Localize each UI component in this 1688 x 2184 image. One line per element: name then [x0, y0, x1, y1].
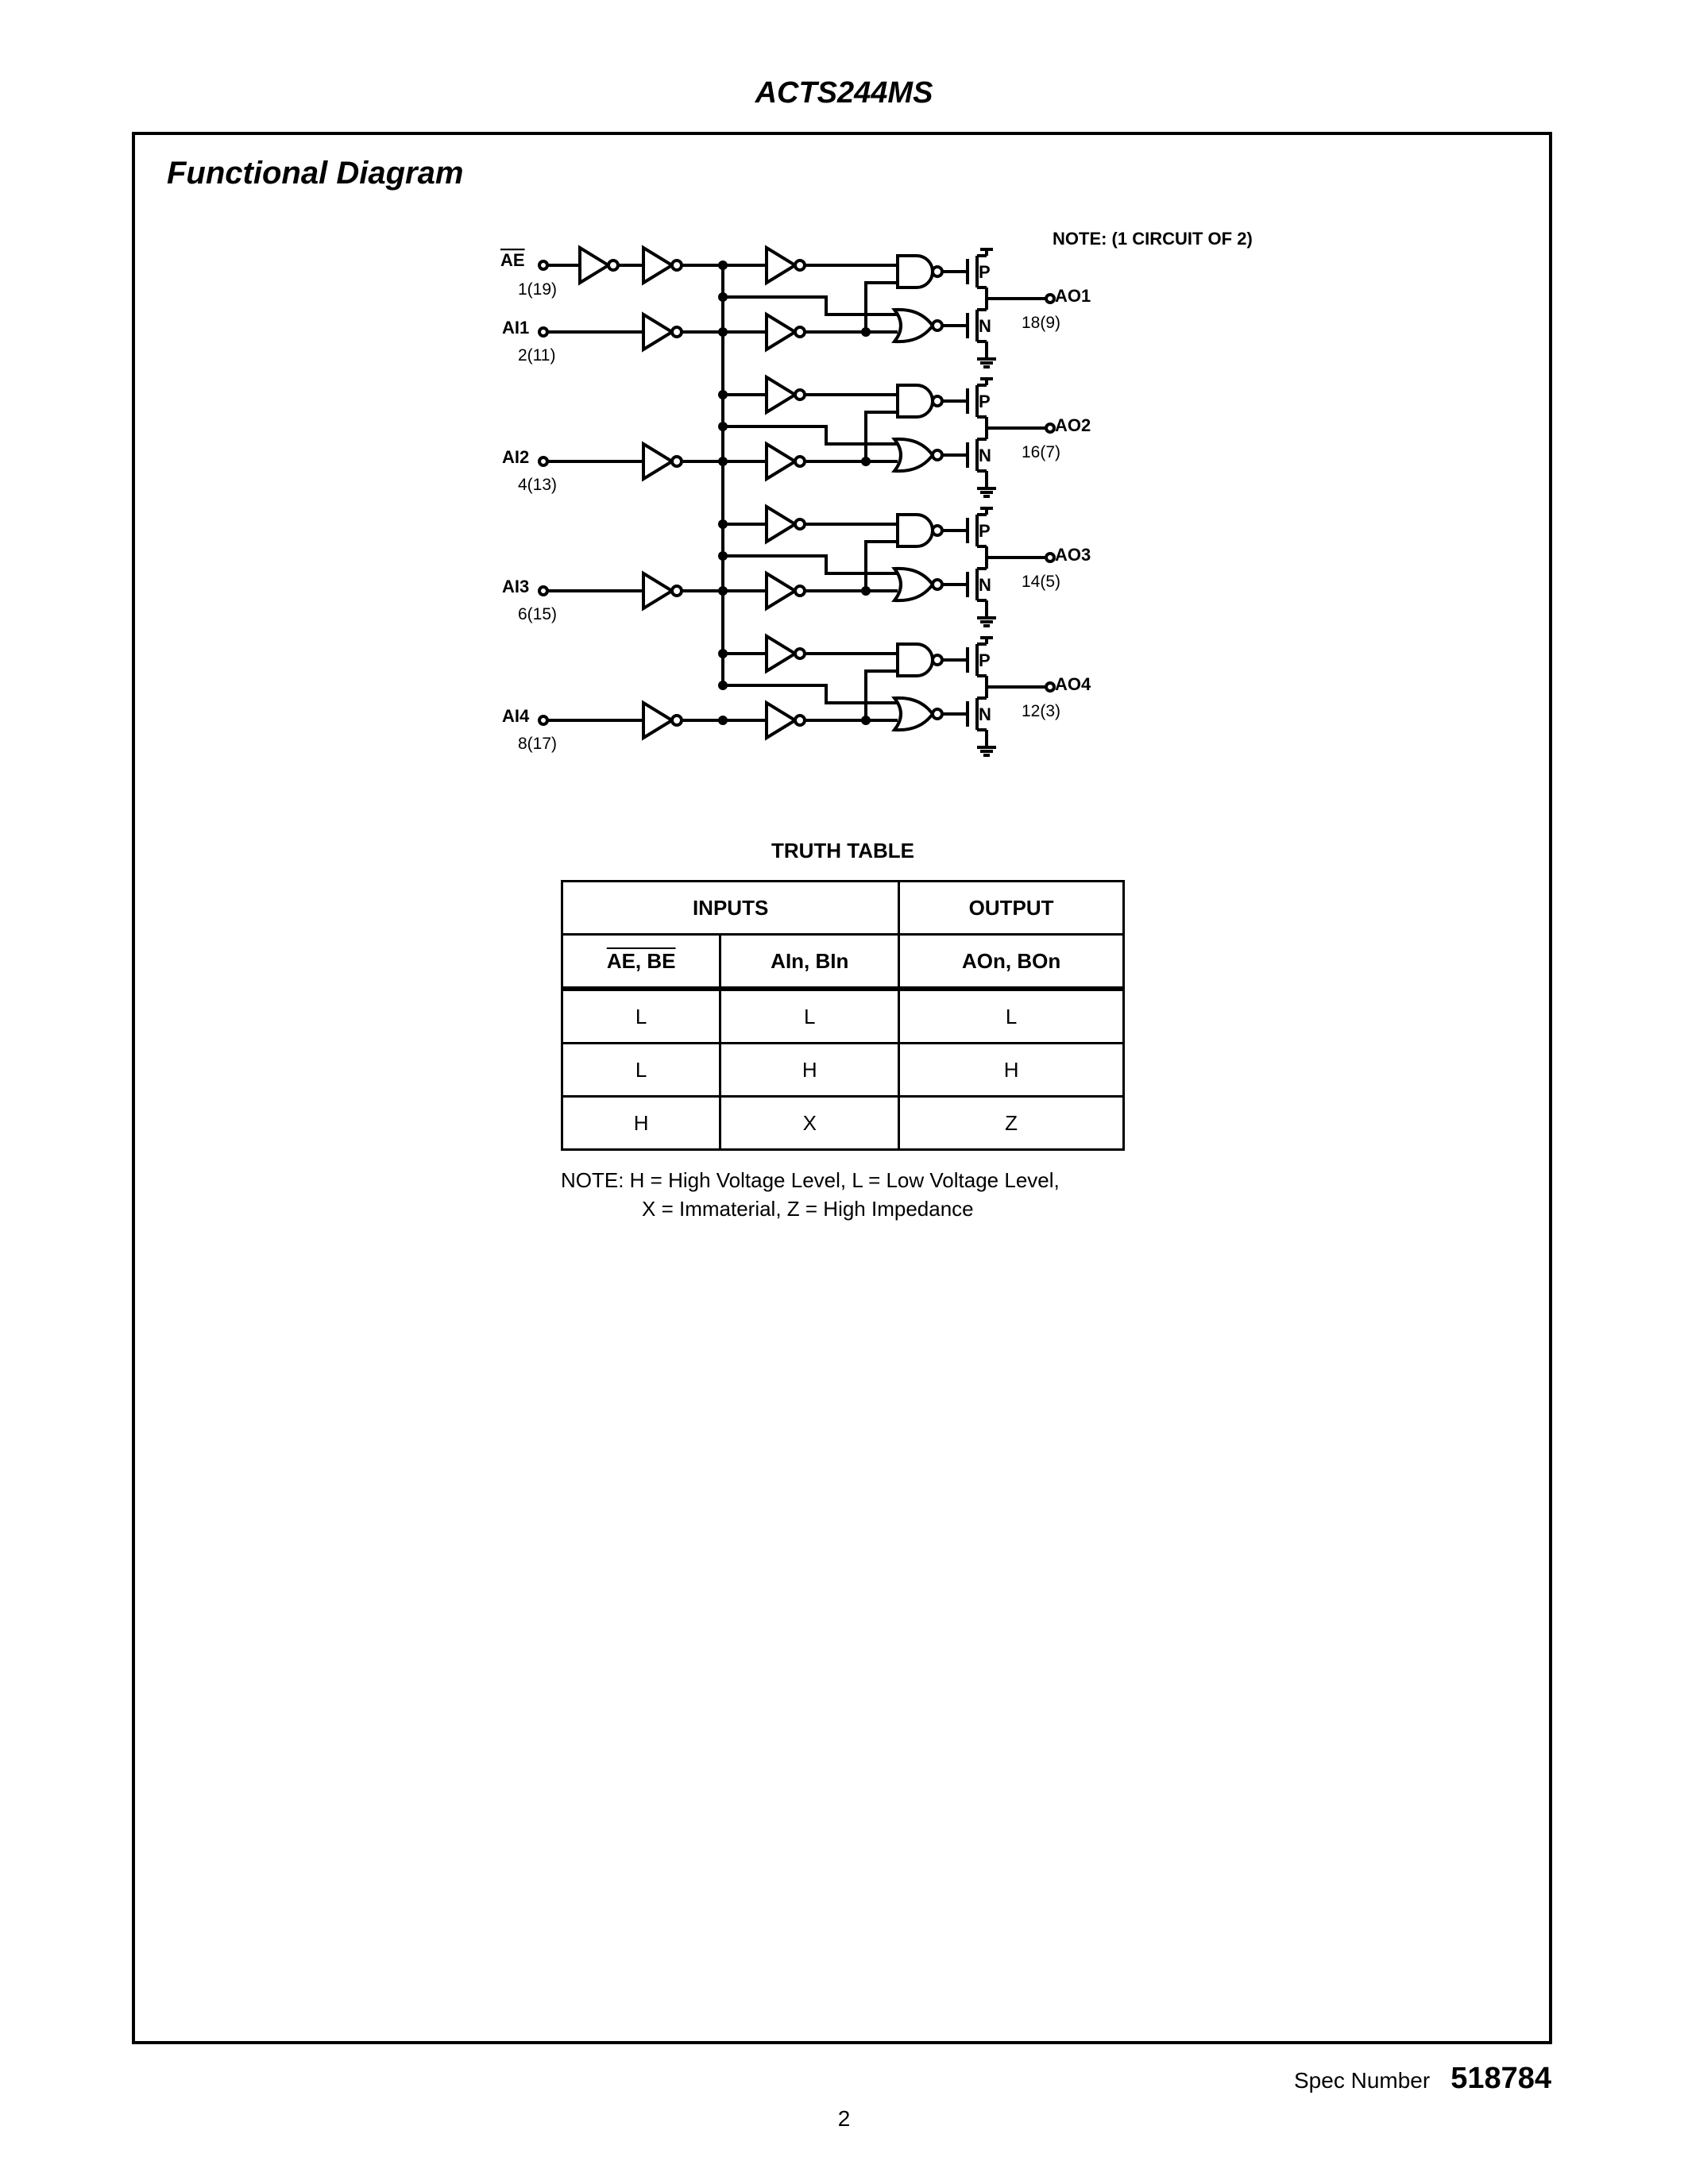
table-row: [562, 989, 1124, 1044]
p-transistor-label: P: [979, 650, 991, 670]
table-cell: L: [720, 989, 899, 1044]
junction-dot: [718, 260, 728, 270]
inputs-header: INPUTS: [562, 882, 899, 935]
inverter-bubble: [672, 457, 682, 466]
inverter-bubble: [608, 260, 618, 270]
output-column-header: AOn, BOn: [899, 935, 1124, 990]
wires: [548, 249, 1045, 755]
wire: [723, 556, 898, 573]
inverter-bubble: [795, 457, 805, 466]
input-pin-4: 8(17): [518, 735, 558, 753]
input-pin-2: 4(13): [518, 476, 558, 494]
junction-dot: [718, 457, 728, 466]
inverter-bubble: [795, 586, 805, 596]
output-label-1: AO1: [1055, 286, 1091, 306]
nor-bubble: [933, 709, 942, 719]
nand-gate: [898, 256, 933, 287]
spec-label: Spec Number: [1294, 2068, 1431, 2093]
table-row: [562, 1044, 1124, 1097]
pin-terminal: [539, 716, 547, 724]
inverter-gate: [767, 377, 795, 412]
inverter-bubble: [672, 586, 682, 596]
truth-table-title: TRUTH TABLE: [771, 839, 915, 862]
table-cell: L: [562, 989, 720, 1044]
functional-diagram: [477, 214, 1335, 762]
inverter-gate: [767, 573, 795, 608]
note-line-2: X = Immaterial, Z = High Impedance: [642, 1197, 974, 1221]
table-cell: H: [720, 1044, 899, 1097]
inverter-gate: [767, 703, 795, 738]
nand-bubble: [933, 655, 942, 665]
document-title: ACTS244MS: [755, 76, 933, 110]
pin-terminal: [539, 261, 547, 269]
output-pin-4: 12(3): [1022, 702, 1061, 720]
wire: [866, 412, 898, 461]
nand-bubble: [933, 267, 942, 276]
junction-dot: [718, 551, 728, 561]
pin-terminal: [539, 587, 547, 595]
junction-dot: [718, 649, 728, 658]
nor-bubble: [933, 321, 942, 330]
inverter-bubble: [795, 390, 805, 399]
wire: [723, 685, 898, 703]
n-transistor-label: N: [979, 704, 991, 724]
junction-dot: [718, 422, 728, 431]
enable-column-header: AE, BE: [562, 935, 720, 990]
inverter-gate: [643, 314, 672, 349]
junction-dot: [718, 681, 728, 690]
junction-dot: [861, 716, 871, 725]
n-transistor-label: N: [979, 446, 991, 465]
truth-table: [561, 880, 1125, 1151]
inverter-bubble: [672, 716, 682, 725]
output-header: OUTPUT: [899, 882, 1124, 935]
inverter-gate: [580, 248, 608, 283]
wire: [866, 542, 898, 591]
junction-dot: [718, 716, 728, 725]
enable-pin: 1(19): [518, 280, 558, 299]
nor-gate: [894, 439, 933, 471]
wire: [866, 671, 898, 720]
input-label-4: AI4: [502, 706, 530, 726]
output-pin-2: 16(7): [1022, 443, 1061, 461]
pin-terminal: [539, 328, 547, 336]
nand-gate: [898, 385, 933, 417]
nor-gate: [894, 569, 933, 600]
spec-number: 518784: [1450, 2062, 1551, 2095]
wire: [723, 297, 898, 314]
inverter-bubble: [672, 260, 682, 270]
input-pin-3: 6(15): [518, 605, 558, 623]
inverter-gate: [767, 314, 795, 349]
junction-dot: [718, 519, 728, 529]
pin-terminal: [1046, 424, 1054, 432]
junction-dot: [718, 586, 728, 596]
nand-bubble: [933, 396, 942, 406]
nor-gate: [894, 698, 933, 730]
p-transistor-label: P: [979, 392, 991, 411]
wire: [866, 283, 898, 332]
nor-bubble: [933, 450, 942, 460]
section-title: Functional Diagram: [167, 156, 464, 191]
inverter-bubble: [672, 327, 682, 337]
junction-dot: [718, 292, 728, 302]
note-line-1: NOTE: H = High Voltage Level, L = Low Voltage Level,: [561, 1168, 1060, 1192]
inverter-bubble: [795, 649, 805, 658]
output-label-2: AO2: [1055, 415, 1091, 435]
pin-terminal: [539, 457, 547, 465]
p-transistor-label: P: [979, 262, 991, 282]
inverter-gate: [643, 573, 672, 608]
inverter-gate: [643, 248, 672, 283]
n-transistor-label: N: [979, 575, 991, 595]
table-row: [562, 1097, 1124, 1150]
input-label-3: AI3: [502, 577, 530, 596]
pin-terminal: [1046, 554, 1054, 561]
inverter-gate: [767, 507, 795, 542]
table-cell: L: [562, 1044, 720, 1097]
nand-gate: [898, 515, 933, 546]
inverter-gate: [767, 444, 795, 479]
inverter-gate: [767, 636, 795, 671]
nor-gate: [894, 310, 933, 341]
junction-dot: [718, 327, 728, 337]
junction-dot: [718, 390, 728, 399]
input-label-2: AI2: [502, 447, 530, 467]
table-cell: Z: [899, 1097, 1124, 1150]
p-transistor-label: P: [979, 521, 991, 541]
output-pin-1: 18(9): [1022, 314, 1061, 332]
diagram-note: NOTE: (1 CIRCUIT OF 2): [1053, 229, 1253, 249]
wire: [723, 426, 898, 444]
table-cell: X: [720, 1097, 899, 1150]
pin-terminal: [1046, 683, 1054, 691]
inverter-bubble: [795, 327, 805, 337]
inverter-bubble: [795, 716, 805, 725]
spec-block: [1294, 2062, 1551, 2096]
output-label-4: AO4: [1055, 674, 1091, 694]
output-label-3: AO3: [1055, 545, 1091, 565]
table-cell: L: [899, 989, 1124, 1044]
inverter-gate: [643, 444, 672, 479]
inverter-bubble: [795, 519, 805, 529]
input-pin-1: 2(11): [518, 346, 556, 365]
inverter-gate: [643, 703, 672, 738]
nand-gate: [898, 644, 933, 676]
enable-label: AE: [500, 250, 525, 270]
inverter-bubble: [795, 260, 805, 270]
junction-dot: [861, 327, 871, 337]
nand-bubble: [933, 526, 942, 535]
inverter-gate: [767, 248, 795, 283]
page-number: 2: [837, 2106, 851, 2131]
input-label-1: AI1: [502, 318, 530, 338]
n-transistor-label: N: [979, 316, 991, 336]
junction-dot: [861, 586, 871, 596]
nor-bubble: [933, 580, 942, 589]
pin-terminal: [1046, 295, 1054, 303]
input-column-header: AIn, BIn: [720, 935, 899, 990]
output-pin-3: 14(5): [1022, 573, 1061, 591]
junction-dot: [861, 457, 871, 466]
truth-table-note: [561, 1166, 1060, 1223]
table-cell: H: [899, 1044, 1124, 1097]
table-cell: H: [562, 1097, 720, 1150]
